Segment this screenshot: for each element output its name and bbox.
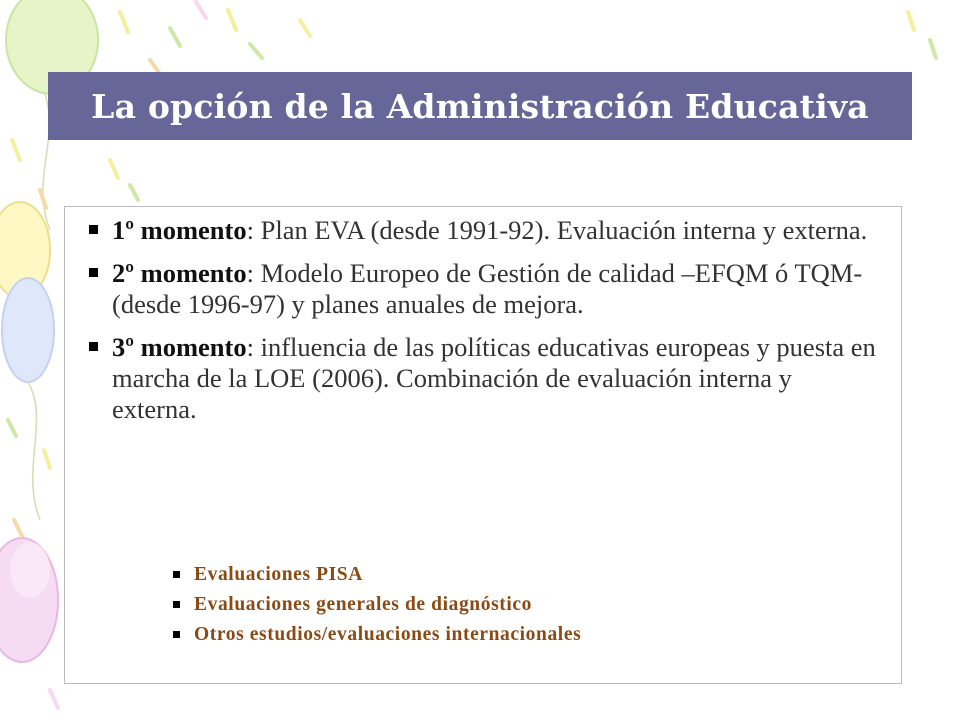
list-item-separator: : bbox=[246, 215, 261, 245]
square-bullet-icon bbox=[89, 268, 98, 277]
slide-title: La opción de la Administración Educativa bbox=[91, 86, 869, 126]
sub-list-item-text: Evaluaciones PISA bbox=[194, 564, 363, 585]
list-item-separator: : bbox=[246, 332, 261, 362]
sub-list-item bbox=[169, 594, 849, 624]
list-item-lead: 3º momento bbox=[112, 332, 247, 362]
sub-bullet-list bbox=[169, 564, 849, 654]
balloon-blue-icon bbox=[2, 278, 54, 382]
list-item-body: Modelo Europeo de Gestión de calidad –EFQM ó TQM- (desde 1996-97) y planes anuales de mejora. bbox=[112, 258, 863, 319]
sub-list-item bbox=[169, 624, 849, 654]
list-item-body: Plan EVA (desde 1991-92). Evaluación interna y externa. bbox=[260, 215, 868, 245]
list-item-text bbox=[112, 258, 877, 320]
list-item bbox=[77, 258, 877, 320]
sub-list-item bbox=[169, 564, 849, 594]
list-item bbox=[77, 332, 877, 425]
square-bullet-icon bbox=[89, 225, 98, 234]
square-bullet-icon bbox=[173, 571, 180, 578]
list-item-text bbox=[112, 332, 877, 425]
square-bullet-icon bbox=[173, 601, 180, 608]
list-item-lead: 1º momento bbox=[112, 215, 247, 245]
list-item-lead: 2º momento bbox=[112, 258, 247, 288]
title-bar bbox=[48, 72, 912, 140]
sub-list-item-text: Otros estudios/evaluaciones internacionales bbox=[194, 624, 582, 645]
list-item-separator: : bbox=[246, 258, 261, 288]
content-box bbox=[64, 206, 902, 684]
list-item bbox=[77, 215, 877, 246]
sub-list-item-text: Evaluaciones generales de diagnóstico bbox=[194, 594, 532, 615]
square-bullet-icon bbox=[173, 631, 180, 638]
square-bullet-icon bbox=[89, 342, 98, 351]
list-item-body: influencia de las políticas educativas europeas y puesta en marcha de la LOE (2006). Combinación de evaluación interna y externa. bbox=[112, 332, 876, 424]
main-bullet-list bbox=[77, 215, 877, 437]
list-item-text bbox=[112, 215, 877, 246]
